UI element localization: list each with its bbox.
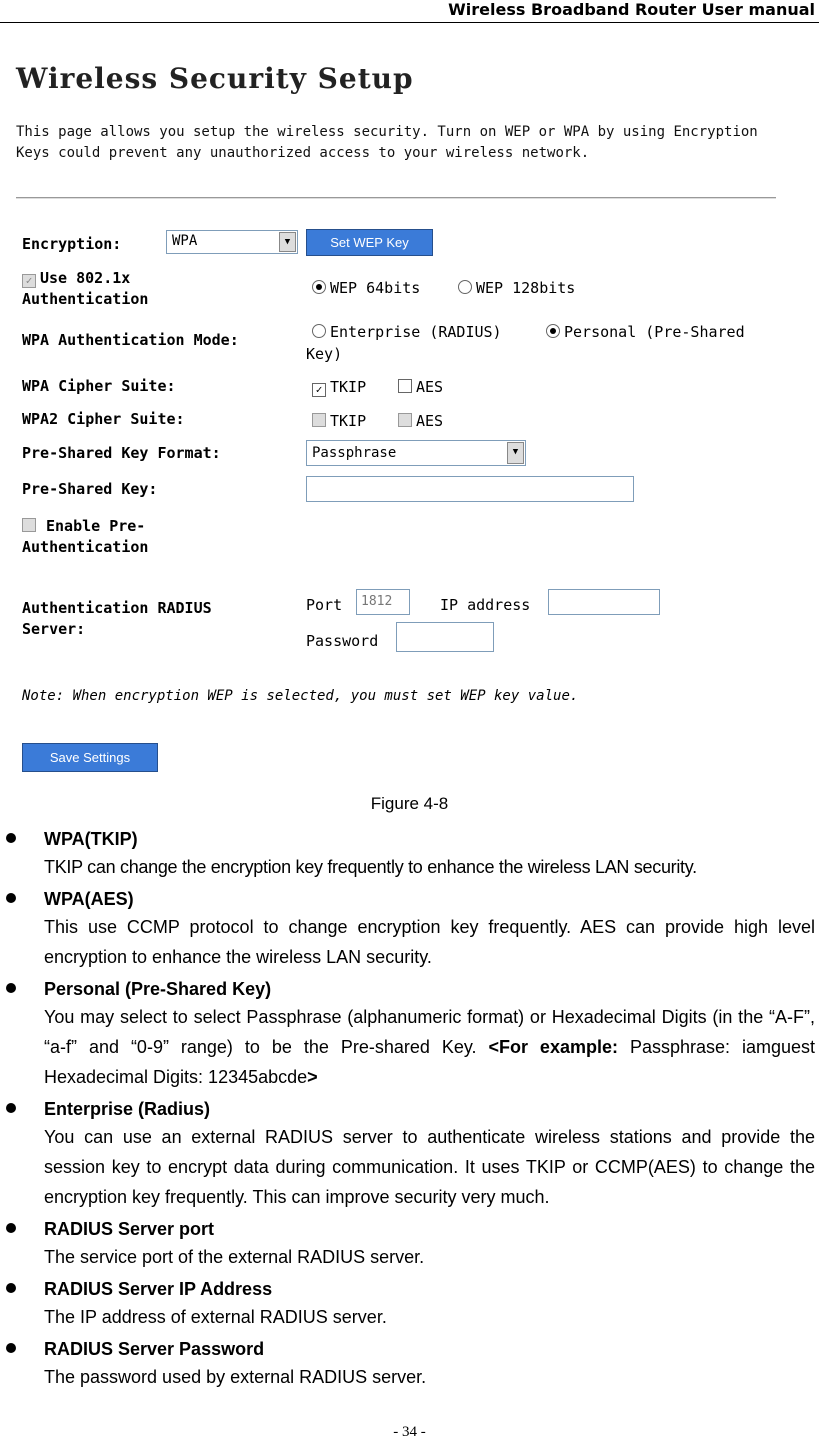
bullet-icon	[6, 1103, 16, 1113]
description-list	[0, 822, 819, 1392]
preauth-label: Enable Pre- Authentication	[22, 517, 149, 556]
auth-mode-label: WPA Authentication Mode:	[22, 331, 239, 349]
item-desc: You may select to select Passphrase (alphanumeric format) or Hexadecimal Digits (in the “A-F”, “a-f” and “0-9” range) to be the Pre-shared Key. <For example: Passphrase: iamguest Hexadecimal Digits: 12345abcde>	[44, 1007, 816, 1087]
list-item	[0, 1216, 819, 1272]
wpa-aes-option[interactable]: AES	[398, 377, 443, 397]
page-title: Wireless Security Setup	[16, 62, 414, 95]
wpa2-aes-option[interactable]: AES	[398, 411, 443, 431]
divider	[16, 197, 776, 199]
radius-port-label: Port	[306, 596, 343, 614]
bullet-icon	[6, 833, 16, 843]
set-wep-key-button[interactable]: Set WEP Key	[306, 229, 433, 256]
wep-128-radio[interactable]	[458, 280, 472, 294]
list-item	[0, 1096, 819, 1212]
radius-ip-input[interactable]	[548, 589, 660, 615]
dot1x-label: ✓ Use 802.1x Authentication	[22, 269, 149, 308]
radius-port-input[interactable]: 1812	[356, 589, 410, 615]
dropdown-arrow-icon: ▼	[279, 232, 296, 252]
item-title: RADIUS Server port	[44, 1219, 215, 1239]
encryption-select[interactable]	[166, 230, 298, 254]
list-item	[0, 886, 819, 972]
radius-ip-label: IP address	[440, 596, 531, 614]
list-item	[0, 826, 819, 882]
item-desc: TKIP can change the encryption key frequently to enhance the wireless LAN security.	[44, 857, 697, 877]
item-title: Enterprise (Radius)	[44, 1099, 211, 1119]
psk-label: Pre-Shared Key:	[22, 480, 158, 498]
bullet-icon	[6, 1223, 16, 1233]
personal-radio[interactable]	[546, 324, 560, 338]
preauth-checkbox[interactable]	[22, 518, 36, 532]
page-header	[0, 0, 819, 23]
item-title: RADIUS Server Password	[44, 1339, 265, 1359]
item-title: WPA(TKIP)	[44, 829, 138, 849]
wpa2-aes-checkbox[interactable]	[398, 413, 412, 427]
psk-format-value: Passphrase	[312, 445, 397, 461]
intro-text: This page allows you setup the wireless security. Turn on WEP or WPA by using Encryption Keys could prevent any unauthorized access to your wireless network.	[16, 124, 758, 161]
dropdown-arrow-icon: ▼	[507, 442, 524, 464]
wpa-aes-checkbox[interactable]	[398, 379, 412, 393]
list-item	[0, 976, 819, 1092]
item-title: RADIUS Server IP Address	[44, 1279, 273, 1299]
radius-password-input[interactable]	[396, 622, 494, 652]
bullet-icon	[6, 1283, 16, 1293]
wep-64-radio[interactable]	[312, 280, 326, 294]
wpa2-tkip-checkbox[interactable]	[312, 413, 326, 427]
encryption-label: Encryption:	[22, 235, 122, 253]
page-number: - 34 -	[393, 1424, 426, 1440]
wireless-security-screenshot	[10, 52, 785, 782]
psk-input[interactable]	[306, 476, 634, 502]
item-desc: You can use an external RADIUS server to authenticate wireless stations and provide the session key to encrypt data during communication. It uses TKIP or CCMP(AES) to change the encryption key frequently. This can improve security very much.	[44, 1127, 815, 1207]
item-title: Personal (Pre-Shared Key)	[44, 979, 272, 999]
wpa2-tkip-option[interactable]: TKIP	[312, 411, 366, 431]
radius-password-label: Password	[306, 632, 379, 650]
wpa2-cipher-label: WPA2 Cipher Suite:	[22, 410, 185, 428]
item-desc: This use CCMP protocol to change encryption key frequently. AES can provide high level encryption to enhance the wireless LAN security.	[44, 917, 815, 967]
psk-format-label: Pre-Shared Key Format:	[22, 444, 221, 462]
item-title: WPA(AES)	[44, 889, 134, 909]
item-desc: The IP address of external RADIUS server.	[44, 1307, 387, 1327]
enterprise-radio[interactable]	[312, 324, 326, 338]
radius-label: Authentication RADIUS Server:	[22, 599, 212, 638]
figure-caption: Figure 4-8	[370, 794, 449, 813]
list-item	[0, 1336, 819, 1392]
personal-option-cont: Key)	[306, 345, 343, 363]
bullet-icon	[6, 983, 16, 993]
save-settings-button[interactable]: Save Settings	[22, 743, 158, 772]
enterprise-option[interactable]: Enterprise (RADIUS)	[312, 322, 502, 342]
wpa-cipher-label: WPA Cipher Suite:	[22, 377, 176, 395]
wep-note: Note: When encryption WEP is selected, you must set WEP key value.	[22, 688, 579, 704]
bullet-icon	[6, 893, 16, 903]
item-desc: The password used by external RADIUS server.	[44, 1367, 427, 1387]
psk-format-select[interactable]	[306, 440, 526, 466]
encryption-value: WPA	[172, 233, 198, 249]
wpa-tkip-checkbox[interactable]: ✓	[312, 383, 326, 397]
wpa-tkip-option[interactable]: ✓ TKIP	[312, 377, 366, 397]
manual-title: Wireless Broadband Router User manual	[448, 0, 815, 19]
personal-option[interactable]: Personal (Pre-Shared	[546, 322, 745, 342]
dot1x-checkbox[interactable]: ✓	[22, 274, 36, 288]
item-desc: The service port of the external RADIUS server.	[44, 1247, 425, 1267]
wep-64-option[interactable]: WEP 64bits	[312, 278, 420, 298]
list-item	[0, 1276, 819, 1332]
wep-128-option[interactable]: WEP 128bits	[458, 278, 575, 298]
bullet-icon	[6, 1343, 16, 1353]
